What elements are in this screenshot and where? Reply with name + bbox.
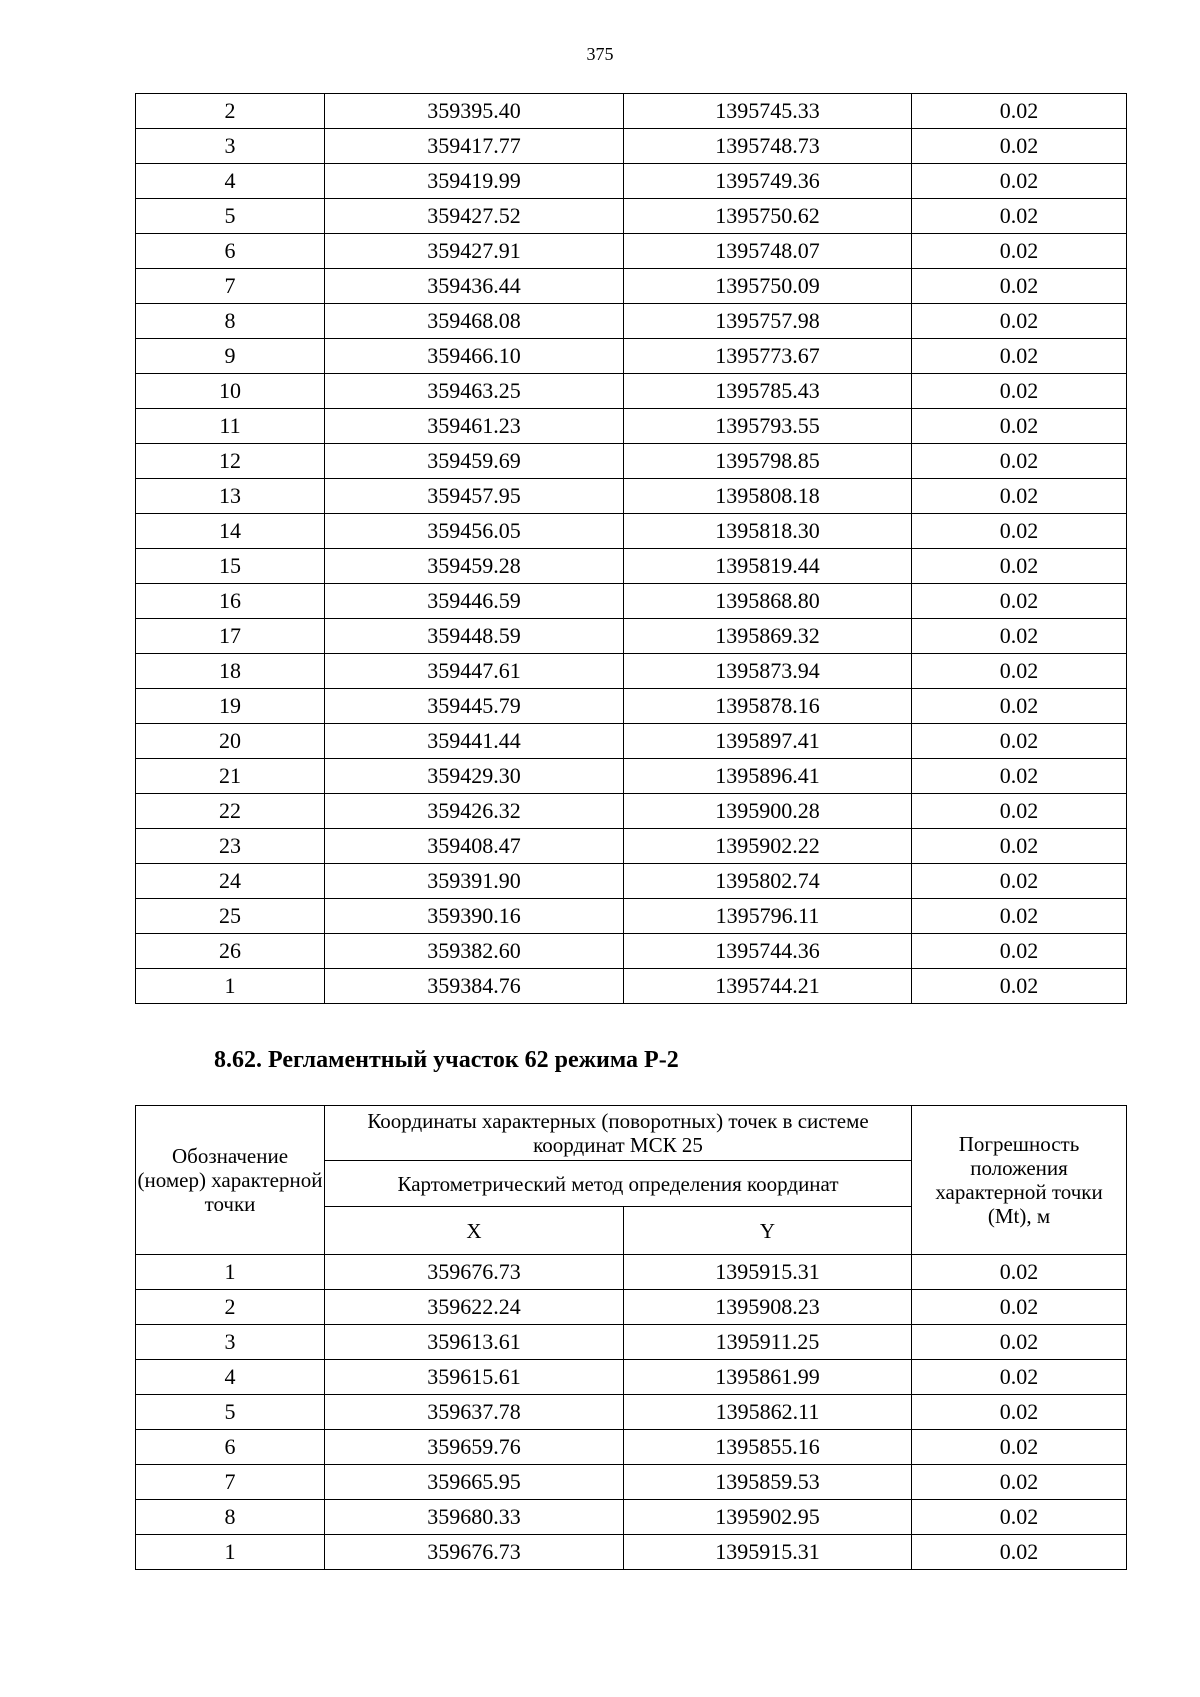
error-cell: 0.02	[912, 1430, 1127, 1465]
error-cell: 0.02	[912, 689, 1127, 724]
table-row	[136, 374, 1127, 409]
error-cell: 0.02	[912, 444, 1127, 479]
table-row	[136, 304, 1127, 339]
error-cell: 0.02	[912, 1255, 1127, 1290]
x-coordinate-cell: 359463.25	[325, 374, 624, 409]
table-row	[136, 479, 1127, 514]
error-cell: 0.02	[912, 269, 1127, 304]
header-point-designation: Обозначение (номер) характерной точки	[136, 1106, 325, 1255]
y-coordinate-cell: 1395902.22	[624, 829, 912, 864]
x-coordinate-cell: 359429.30	[325, 759, 624, 794]
point-number-cell: 9	[136, 339, 325, 374]
x-coordinate-cell: 359637.78	[325, 1395, 624, 1430]
y-coordinate-cell: 1395748.07	[624, 234, 912, 269]
error-cell: 0.02	[912, 864, 1127, 899]
y-coordinate-cell: 1395744.21	[624, 969, 912, 1004]
table-row	[136, 899, 1127, 934]
x-coordinate-cell: 359613.61	[325, 1325, 624, 1360]
y-coordinate-cell: 1395869.32	[624, 619, 912, 654]
table-row	[136, 934, 1127, 969]
point-number-cell: 25	[136, 899, 325, 934]
table-row	[136, 759, 1127, 794]
point-number-cell: 18	[136, 654, 325, 689]
x-coordinate-cell: 359446.59	[325, 584, 624, 619]
error-cell: 0.02	[912, 129, 1127, 164]
error-cell: 0.02	[912, 759, 1127, 794]
error-cell: 0.02	[912, 199, 1127, 234]
point-number-cell: 21	[136, 759, 325, 794]
x-coordinate-cell: 359391.90	[325, 864, 624, 899]
x-coordinate-cell: 359457.95	[325, 479, 624, 514]
y-coordinate-cell: 1395819.44	[624, 549, 912, 584]
table-row	[136, 339, 1127, 374]
table-row	[136, 164, 1127, 199]
header-coordinates: Координаты характерных (поворотных) точек в системе координат МСК 25	[325, 1106, 912, 1161]
table-row	[136, 549, 1127, 584]
table-row	[136, 969, 1127, 1004]
table-row	[136, 654, 1127, 689]
error-cell: 0.02	[912, 794, 1127, 829]
header-y: Y	[624, 1207, 912, 1255]
point-number-cell: 2	[136, 1290, 325, 1325]
table-row	[136, 94, 1127, 129]
error-cell: 0.02	[912, 409, 1127, 444]
table-row	[136, 1430, 1127, 1465]
coordinates-table-section-62	[135, 1105, 1127, 1570]
point-number-cell: 8	[136, 304, 325, 339]
table-row	[136, 1535, 1127, 1570]
table-row	[136, 689, 1127, 724]
x-coordinate-cell: 359461.23	[325, 409, 624, 444]
y-coordinate-cell: 1395873.94	[624, 654, 912, 689]
error-cell: 0.02	[912, 164, 1127, 199]
y-coordinate-cell: 1395773.67	[624, 339, 912, 374]
x-coordinate-cell: 359390.16	[325, 899, 624, 934]
point-number-cell: 23	[136, 829, 325, 864]
table-row	[136, 1395, 1127, 1430]
point-number-cell: 4	[136, 1360, 325, 1395]
header-method: Картометрический метод определения координат	[325, 1161, 912, 1207]
x-coordinate-cell: 359468.08	[325, 304, 624, 339]
error-cell: 0.02	[912, 1395, 1127, 1430]
y-coordinate-cell: 1395749.36	[624, 164, 912, 199]
error-cell: 0.02	[912, 479, 1127, 514]
error-cell: 0.02	[912, 829, 1127, 864]
error-cell: 0.02	[912, 94, 1127, 129]
y-coordinate-cell: 1395802.74	[624, 864, 912, 899]
y-coordinate-cell: 1395861.99	[624, 1360, 912, 1395]
table-row	[136, 514, 1127, 549]
y-coordinate-cell: 1395908.23	[624, 1290, 912, 1325]
y-coordinate-cell: 1395855.16	[624, 1430, 912, 1465]
error-cell: 0.02	[912, 934, 1127, 969]
table-row	[136, 199, 1127, 234]
y-coordinate-cell: 1395859.53	[624, 1465, 912, 1500]
x-coordinate-cell: 359408.47	[325, 829, 624, 864]
point-number-cell: 16	[136, 584, 325, 619]
table-row	[136, 129, 1127, 164]
x-coordinate-cell: 359417.77	[325, 129, 624, 164]
error-cell: 0.02	[912, 234, 1127, 269]
x-coordinate-cell: 359427.91	[325, 234, 624, 269]
point-number-cell: 17	[136, 619, 325, 654]
error-cell: 0.02	[912, 1535, 1127, 1570]
point-number-cell: 3	[136, 1325, 325, 1360]
y-coordinate-cell: 1395902.95	[624, 1500, 912, 1535]
x-coordinate-cell: 359447.61	[325, 654, 624, 689]
x-coordinate-cell: 359419.99	[325, 164, 624, 199]
table-row	[136, 1325, 1127, 1360]
y-coordinate-cell: 1395745.33	[624, 94, 912, 129]
y-coordinate-cell: 1395915.31	[624, 1255, 912, 1290]
x-coordinate-cell: 359680.33	[325, 1500, 624, 1535]
y-coordinate-cell: 1395750.62	[624, 199, 912, 234]
error-cell: 0.02	[912, 969, 1127, 1004]
point-number-cell: 12	[136, 444, 325, 479]
y-coordinate-cell: 1395911.25	[624, 1325, 912, 1360]
x-coordinate-cell: 359466.10	[325, 339, 624, 374]
point-number-cell: 1	[136, 1535, 325, 1570]
table-row	[136, 584, 1127, 619]
point-number-cell: 4	[136, 164, 325, 199]
error-cell: 0.02	[912, 1500, 1127, 1535]
error-cell: 0.02	[912, 899, 1127, 934]
y-coordinate-cell: 1395878.16	[624, 689, 912, 724]
x-coordinate-cell: 359459.69	[325, 444, 624, 479]
point-number-cell: 11	[136, 409, 325, 444]
table-row	[136, 1360, 1127, 1395]
point-number-cell: 10	[136, 374, 325, 409]
y-coordinate-cell: 1395744.36	[624, 934, 912, 969]
error-cell: 0.02	[912, 549, 1127, 584]
x-coordinate-cell: 359427.52	[325, 199, 624, 234]
coordinates-table-body	[136, 94, 1127, 1004]
x-coordinate-cell: 359659.76	[325, 1430, 624, 1465]
y-coordinate-cell: 1395897.41	[624, 724, 912, 759]
x-coordinate-cell: 359384.76	[325, 969, 624, 1004]
y-coordinate-cell: 1395900.28	[624, 794, 912, 829]
error-cell: 0.02	[912, 339, 1127, 374]
table-row	[136, 1290, 1127, 1325]
point-number-cell: 24	[136, 864, 325, 899]
x-coordinate-cell: 359436.44	[325, 269, 624, 304]
point-number-cell: 26	[136, 934, 325, 969]
x-coordinate-cell: 359622.24	[325, 1290, 624, 1325]
y-coordinate-cell: 1395785.43	[624, 374, 912, 409]
error-cell: 0.02	[912, 1290, 1127, 1325]
page-number: 375	[586, 44, 614, 64]
table-row	[136, 724, 1127, 759]
error-cell: 0.02	[912, 1325, 1127, 1360]
table-row	[136, 864, 1127, 899]
x-coordinate-cell: 359445.79	[325, 689, 624, 724]
point-number-cell: 1	[136, 1255, 325, 1290]
point-number-cell: 6	[136, 1430, 325, 1465]
x-coordinate-cell: 359676.73	[325, 1255, 624, 1290]
table-row	[136, 1465, 1127, 1500]
y-coordinate-cell: 1395798.85	[624, 444, 912, 479]
point-number-cell: 7	[136, 1465, 325, 1500]
table-row	[136, 794, 1127, 829]
x-coordinate-cell: 359615.61	[325, 1360, 624, 1395]
table-row	[136, 1255, 1127, 1290]
table-row	[136, 234, 1127, 269]
point-number-cell: 2	[136, 94, 325, 129]
point-number-cell: 19	[136, 689, 325, 724]
error-cell: 0.02	[912, 1360, 1127, 1395]
y-coordinate-cell: 1395793.55	[624, 409, 912, 444]
point-number-cell: 5	[136, 1395, 325, 1430]
table-row	[136, 1500, 1127, 1535]
y-coordinate-cell: 1395915.31	[624, 1535, 912, 1570]
point-number-cell: 3	[136, 129, 325, 164]
point-number-cell: 22	[136, 794, 325, 829]
table-header	[136, 1106, 1127, 1255]
table-row	[136, 829, 1127, 864]
point-number-cell: 7	[136, 269, 325, 304]
y-coordinate-cell: 1395748.73	[624, 129, 912, 164]
point-number-cell: 1	[136, 969, 325, 1004]
header-x: X	[325, 1207, 624, 1255]
x-coordinate-cell: 359676.73	[325, 1535, 624, 1570]
point-number-cell: 13	[136, 479, 325, 514]
point-number-cell: 6	[136, 234, 325, 269]
y-coordinate-cell: 1395808.18	[624, 479, 912, 514]
table-row	[136, 269, 1127, 304]
x-coordinate-cell: 359395.40	[325, 94, 624, 129]
coordinates-table-body	[136, 1255, 1127, 1570]
x-coordinate-cell: 359456.05	[325, 514, 624, 549]
error-cell: 0.02	[912, 584, 1127, 619]
y-coordinate-cell: 1395796.11	[624, 899, 912, 934]
table-row	[136, 444, 1127, 479]
y-coordinate-cell: 1395757.98	[624, 304, 912, 339]
error-cell: 0.02	[912, 374, 1127, 409]
y-coordinate-cell: 1395896.41	[624, 759, 912, 794]
point-number-cell: 20	[136, 724, 325, 759]
error-cell: 0.02	[912, 304, 1127, 339]
y-coordinate-cell: 1395750.09	[624, 269, 912, 304]
coordinates-table-continued	[135, 93, 1127, 1004]
x-coordinate-cell: 359665.95	[325, 1465, 624, 1500]
point-number-cell: 5	[136, 199, 325, 234]
x-coordinate-cell: 359448.59	[325, 619, 624, 654]
x-coordinate-cell: 359459.28	[325, 549, 624, 584]
y-coordinate-cell: 1395868.80	[624, 584, 912, 619]
x-coordinate-cell: 359441.44	[325, 724, 624, 759]
point-number-cell: 14	[136, 514, 325, 549]
point-number-cell: 15	[136, 549, 325, 584]
error-cell: 0.02	[912, 619, 1127, 654]
error-cell: 0.02	[912, 1465, 1127, 1500]
x-coordinate-cell: 359426.32	[325, 794, 624, 829]
table-row	[136, 409, 1127, 444]
error-cell: 0.02	[912, 514, 1127, 549]
section-heading: 8.62. Регламентный участок 62 режима Р-2	[214, 1047, 679, 1073]
point-number-cell: 8	[136, 1500, 325, 1535]
y-coordinate-cell: 1395818.30	[624, 514, 912, 549]
x-coordinate-cell: 359382.60	[325, 934, 624, 969]
error-cell: 0.02	[912, 724, 1127, 759]
y-coordinate-cell: 1395862.11	[624, 1395, 912, 1430]
table-row	[136, 619, 1127, 654]
header-position-error: Погрешность положения характерной точки (Mt), м	[912, 1106, 1127, 1255]
error-cell: 0.02	[912, 654, 1127, 689]
